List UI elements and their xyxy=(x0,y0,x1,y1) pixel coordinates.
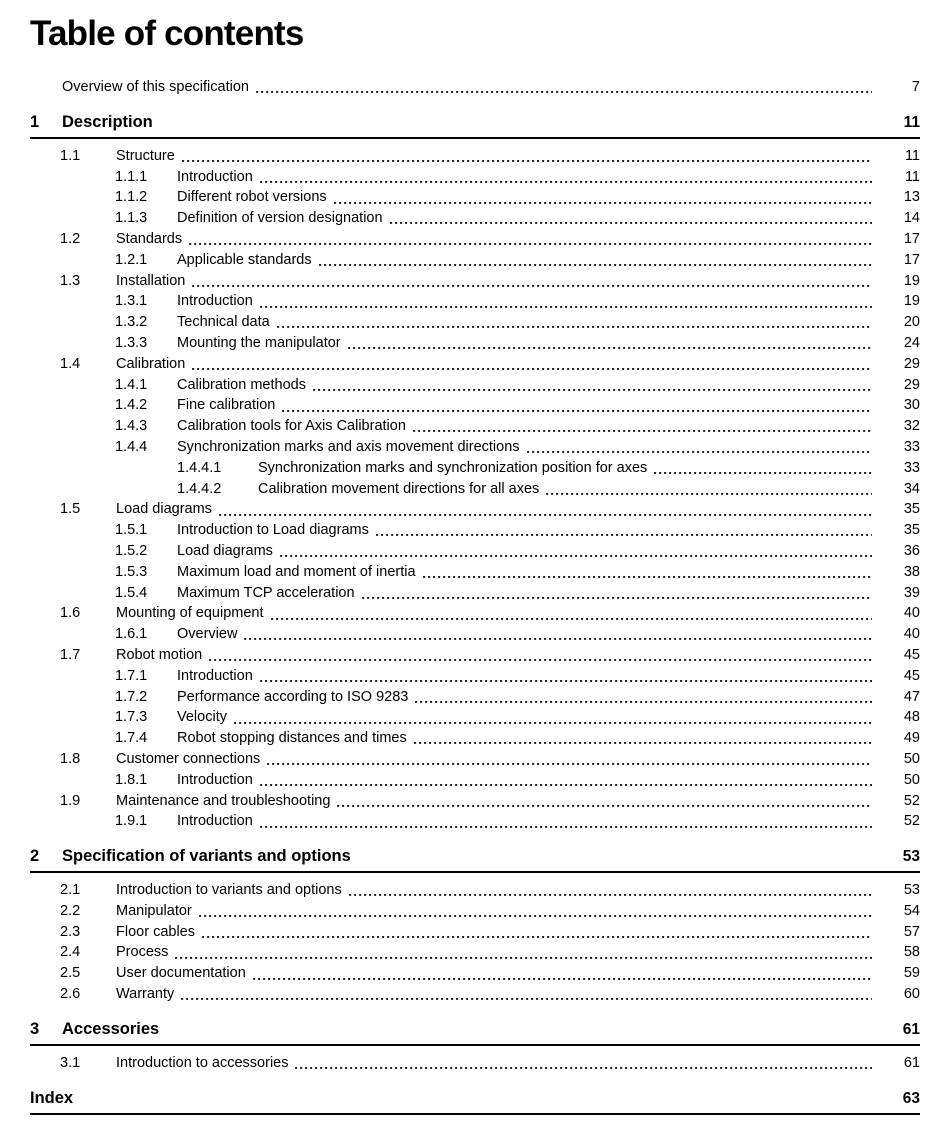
toc-entry-page: 53 xyxy=(903,882,920,899)
toc-entry-label: Customer connections xyxy=(116,750,261,767)
dot-leader xyxy=(267,749,872,770)
dot-leader xyxy=(423,562,872,583)
toc-entry-label: Installation xyxy=(116,272,186,289)
toc-entry-label: Robot motion xyxy=(116,646,203,663)
toc-entry-page: 59 xyxy=(903,965,920,982)
dot-leader xyxy=(260,770,872,791)
section-number: 1 xyxy=(30,112,40,131)
toc-entry[interactable] xyxy=(30,901,920,922)
page-title: Table of contents xyxy=(30,14,304,53)
toc-entry-page: 35 xyxy=(903,501,920,518)
toc-entry-page: 35 xyxy=(903,522,920,539)
toc-entry[interactable] xyxy=(30,770,920,791)
toc-entry[interactable] xyxy=(30,437,920,458)
dot-leader xyxy=(181,984,872,1005)
toc-entry[interactable] xyxy=(30,749,920,770)
dot-leader xyxy=(376,520,872,541)
dot-leader xyxy=(654,458,872,479)
section-entries xyxy=(30,146,920,832)
toc-entry-page: 54 xyxy=(903,902,920,919)
index-page-number: 63 xyxy=(902,1089,920,1107)
toc-entry-label: Maximum load and moment of inertia xyxy=(177,563,416,580)
front-entries xyxy=(30,77,920,98)
toc-entry-label: Structure xyxy=(116,147,175,164)
toc-entry[interactable] xyxy=(30,707,920,728)
section-heading[interactable] xyxy=(30,847,920,873)
toc-entry-number: 2.3 xyxy=(60,923,81,940)
dot-leader xyxy=(209,645,872,666)
toc-entry-page: 57 xyxy=(903,923,920,940)
toc-entry-number: 1.3.2 xyxy=(115,314,148,331)
toc-entry-number: 1.5 xyxy=(60,501,81,518)
toc-entry[interactable] xyxy=(30,645,920,666)
toc-entry-page: 29 xyxy=(903,355,920,372)
toc-entry[interactable] xyxy=(30,291,920,312)
toc-entry-label: Velocity xyxy=(177,709,227,726)
toc-entry[interactable] xyxy=(30,250,920,271)
toc-entry-page: 19 xyxy=(903,293,920,310)
dot-leader xyxy=(260,291,872,312)
dot-leader xyxy=(253,963,872,984)
toc-entry[interactable] xyxy=(30,791,920,812)
dot-leader xyxy=(260,811,872,832)
dot-leader xyxy=(280,541,872,562)
toc-entry[interactable] xyxy=(30,728,920,749)
toc-entry-page: 11 xyxy=(904,147,920,164)
section-page-number: 11 xyxy=(903,113,920,131)
toc-entry-label: Introduction xyxy=(177,813,253,830)
toc-entry[interactable] xyxy=(30,603,920,624)
toc-entry-number: 1.5.2 xyxy=(115,542,148,559)
dot-leader xyxy=(414,728,872,749)
toc-entry-label: Calibration tools for Axis Calibration xyxy=(177,418,406,435)
toc-entry[interactable] xyxy=(30,880,920,901)
section-title: Accessories xyxy=(62,1019,160,1038)
toc-entry[interactable] xyxy=(30,77,920,98)
dot-leader xyxy=(282,395,872,416)
toc-entry[interactable] xyxy=(30,624,920,645)
toc-entry-page: 40 xyxy=(903,605,920,622)
dot-leader xyxy=(334,187,872,208)
toc-entry-label: Fine calibration xyxy=(177,397,276,414)
toc-entry-number: 1.4.1 xyxy=(115,376,148,393)
toc-entry-label: Load diagrams xyxy=(177,542,273,559)
toc-entry-label: Introduction xyxy=(177,168,253,185)
toc-entry-number: 1.3.1 xyxy=(115,293,148,310)
toc-entry-page: 50 xyxy=(903,750,920,767)
dot-leader xyxy=(319,250,872,271)
toc-entry-page: 40 xyxy=(903,626,920,643)
toc-entry-label: Manipulator xyxy=(116,902,192,919)
dot-leader xyxy=(349,880,872,901)
toc-entry-number: 1.5.4 xyxy=(115,584,148,601)
toc-entry-number: 1.4.3 xyxy=(115,418,148,435)
toc-entry[interactable] xyxy=(30,312,920,333)
dot-leader xyxy=(219,499,872,520)
toc-entry[interactable] xyxy=(30,395,920,416)
toc-entry[interactable] xyxy=(30,541,920,562)
toc-entry-label: Overview of this specification xyxy=(62,79,249,95)
toc-entry-number: 1.1.3 xyxy=(115,210,148,227)
toc-entry-page: 47 xyxy=(903,688,920,705)
toc-entry-label: Introduction xyxy=(177,667,253,684)
toc-entry-number: 1.2.1 xyxy=(115,251,148,268)
toc-entry-number: 1.8.1 xyxy=(115,771,148,788)
toc-entry[interactable] xyxy=(30,187,920,208)
toc-entry-label: Introduction to accessories xyxy=(116,1054,289,1071)
toc-entry-label: Standards xyxy=(116,230,183,247)
dot-leader xyxy=(277,312,872,333)
toc-entry-page: 45 xyxy=(903,646,920,663)
toc-entry-page: 52 xyxy=(903,813,920,830)
toc-entry-number: 1.4.4.1 xyxy=(177,459,222,476)
toc-entry-number: 1.1 xyxy=(60,147,81,164)
toc-entry-number: 2.1 xyxy=(60,882,81,899)
index-label: Index xyxy=(30,1088,74,1107)
toc-entry[interactable] xyxy=(30,520,920,541)
toc-section xyxy=(30,1020,920,1074)
toc-entry-page: 45 xyxy=(903,667,920,684)
dot-leader xyxy=(390,208,872,229)
toc-entry-page: 20 xyxy=(903,314,920,331)
dot-leader xyxy=(527,437,872,458)
dot-leader xyxy=(362,583,872,604)
section-title: Specification of variants and options xyxy=(62,847,351,866)
dot-leader xyxy=(415,687,872,708)
dot-leader xyxy=(260,167,872,188)
section-title: Description xyxy=(62,112,153,131)
toc-entry-number: 1.2 xyxy=(60,230,81,247)
toc-entry-number: 1.8 xyxy=(60,750,81,767)
toc-entry-number: 1.7.1 xyxy=(115,667,148,684)
dot-leader xyxy=(202,922,872,943)
dot-leader xyxy=(271,603,872,624)
toc-entry-label: Mounting of equipment xyxy=(116,605,264,622)
toc-entry-page: 52 xyxy=(903,792,920,809)
dot-leader xyxy=(260,666,872,687)
toc-entry-label: Synchronization marks and axis movement directions xyxy=(177,438,520,455)
toc-entry[interactable] xyxy=(30,666,920,687)
toc-entry[interactable] xyxy=(30,375,920,396)
toc-entry-number: 2.5 xyxy=(60,965,81,982)
section-number: 2 xyxy=(30,847,40,866)
dot-leader xyxy=(244,624,872,645)
toc-entry-page: 7 xyxy=(911,79,920,95)
toc-entry[interactable] xyxy=(30,583,920,604)
toc-entry-number: 1.7.2 xyxy=(115,688,148,705)
toc-entry[interactable] xyxy=(30,146,920,167)
toc-entry[interactable] xyxy=(30,271,920,292)
toc-entry-page: 11 xyxy=(904,168,920,185)
toc-entry-page: 14 xyxy=(903,210,920,227)
toc-entry-page: 49 xyxy=(903,730,920,747)
dot-leader xyxy=(256,77,872,98)
toc-entry-label: Introduction to Load diagrams xyxy=(177,522,369,539)
dot-leader xyxy=(313,375,872,396)
toc-entry-label: Calibration movement directions for all axes xyxy=(258,480,540,497)
toc-entry-number: 1.7.4 xyxy=(115,730,148,747)
toc-entry[interactable] xyxy=(30,499,920,520)
toc-entry-number: 1.1.1 xyxy=(115,168,148,185)
toc-entry-page: 58 xyxy=(903,944,920,961)
toc-entry-page: 19 xyxy=(903,272,920,289)
toc-entry-label: Floor cables xyxy=(116,923,195,940)
toc-entry-page: 60 xyxy=(903,986,920,1003)
toc-entry-label: Robot stopping distances and times xyxy=(177,730,407,747)
section-heading[interactable] xyxy=(30,113,920,139)
dot-leader xyxy=(192,271,872,292)
toc-entry-label: Warranty xyxy=(116,986,175,1003)
toc-entry-page: 13 xyxy=(903,189,920,206)
toc-entry[interactable] xyxy=(30,333,920,354)
toc-entry-page: 48 xyxy=(903,709,920,726)
toc-entry[interactable] xyxy=(30,416,920,437)
dot-leader xyxy=(234,707,872,728)
dot-leader xyxy=(199,901,872,922)
toc-entry-number: 1.4.4 xyxy=(115,438,148,455)
section-entries xyxy=(30,1053,920,1074)
toc-entry-label: Maximum TCP acceleration xyxy=(177,584,355,601)
toc-entry-number: 1.3 xyxy=(60,272,81,289)
toc-entry-number: 1.6.1 xyxy=(115,626,148,643)
toc-entry-number: 1.1.2 xyxy=(115,189,148,206)
toc-entry-label: Applicable standards xyxy=(177,251,312,268)
toc-entry-page: 38 xyxy=(903,563,920,580)
toc-entry-number: 1.5.3 xyxy=(115,563,148,580)
toc-entry-label: Introduction xyxy=(177,293,253,310)
toc-entry-page: 39 xyxy=(903,584,920,601)
toc-section xyxy=(30,113,920,832)
toc-entry-label: Definition of version designation xyxy=(177,210,383,227)
toc-entry-label: Calibration xyxy=(116,355,186,372)
toc-entry-label: Mounting the manipulator xyxy=(177,334,341,351)
toc-entry-label: Calibration methods xyxy=(177,376,306,393)
section-page-number: 61 xyxy=(902,1020,920,1038)
toc-entry-page: 29 xyxy=(903,376,920,393)
toc-entry-label: Load diagrams xyxy=(116,501,212,518)
toc-entry-page: 17 xyxy=(903,251,920,268)
toc-entry[interactable] xyxy=(30,354,920,375)
toc-entry-number: 1.9 xyxy=(60,792,81,809)
toc-entry-page: 30 xyxy=(903,397,920,414)
toc-entry-page: 24 xyxy=(903,334,920,351)
toc-entry-page: 32 xyxy=(903,418,920,435)
toc-entry-number: 1.7.3 xyxy=(115,709,148,726)
toc-entry-label: Introduction to variants and options xyxy=(116,882,342,899)
toc-entry[interactable] xyxy=(30,922,920,943)
toc-entry-number: 2.4 xyxy=(60,944,81,961)
dot-leader xyxy=(192,354,872,375)
toc-entry[interactable] xyxy=(30,229,920,250)
toc-entry[interactable] xyxy=(30,208,920,229)
section-heading[interactable] xyxy=(30,1020,920,1046)
toc-entry-number: 1.7 xyxy=(60,646,81,663)
index-heading[interactable] xyxy=(30,1089,920,1115)
toc-entry-page: 33 xyxy=(903,438,920,455)
toc-entry[interactable] xyxy=(30,984,920,1005)
dot-leader xyxy=(175,942,872,963)
toc-entry-page: 50 xyxy=(903,771,920,788)
toc-entry-number: 1.4 xyxy=(60,355,81,372)
dot-leader xyxy=(348,333,872,354)
section-number: 3 xyxy=(30,1019,40,1038)
toc-entry[interactable] xyxy=(30,687,920,708)
toc-entry-label: Different robot versions xyxy=(177,189,327,206)
toc-entry-label: Technical data xyxy=(177,314,270,331)
toc-entry[interactable] xyxy=(30,811,920,832)
toc-entry[interactable] xyxy=(30,167,920,188)
toc-entry-page: 36 xyxy=(903,542,920,559)
section-entries xyxy=(30,880,920,1005)
toc-entry[interactable] xyxy=(30,479,920,500)
toc-entry[interactable] xyxy=(30,562,920,583)
toc-entry-label: Introduction xyxy=(177,771,253,788)
toc-entry-number: 2.6 xyxy=(60,986,81,1003)
toc-sections xyxy=(30,113,920,1074)
toc-entry[interactable] xyxy=(30,942,920,963)
dot-leader xyxy=(413,416,872,437)
toc-entry-number: 1.5.1 xyxy=(115,522,148,539)
toc-entry-label: Process xyxy=(116,944,169,961)
toc-entry[interactable] xyxy=(30,1053,920,1074)
toc-entry-number: 1.4.2 xyxy=(115,397,148,414)
dot-leader xyxy=(546,479,872,500)
dot-leader xyxy=(337,791,872,812)
toc-entry-page: 33 xyxy=(903,459,920,476)
toc-entry-number: 1.6 xyxy=(60,605,81,622)
toc-entry-page: 17 xyxy=(903,230,920,247)
toc-entry-label: Overview xyxy=(177,626,238,643)
toc-entry-number: 3.1 xyxy=(60,1054,81,1071)
toc-entry-label: Maintenance and troubleshooting xyxy=(116,792,331,809)
toc-entry-number: 1.4.4.2 xyxy=(177,480,222,497)
dot-leader xyxy=(295,1053,872,1074)
dot-leader xyxy=(182,146,872,167)
toc-entry-label: User documentation xyxy=(116,965,246,982)
toc-section xyxy=(30,847,920,1005)
toc-entry[interactable] xyxy=(30,963,920,984)
section-page-number: 53 xyxy=(902,848,920,866)
dot-leader xyxy=(189,229,872,250)
toc-entry-label: Performance according to ISO 9283 xyxy=(177,688,409,705)
toc-entry-label: Synchronization marks and synchronization position for axes xyxy=(258,459,648,476)
toc-entry[interactable] xyxy=(30,458,920,479)
toc-entry-page: 61 xyxy=(903,1054,920,1071)
toc-entry-page: 34 xyxy=(903,480,920,497)
toc-entry-number: 1.3.3 xyxy=(115,334,148,351)
toc-entry-number: 1.9.1 xyxy=(115,813,148,830)
toc-entry-number: 2.2 xyxy=(60,902,81,919)
